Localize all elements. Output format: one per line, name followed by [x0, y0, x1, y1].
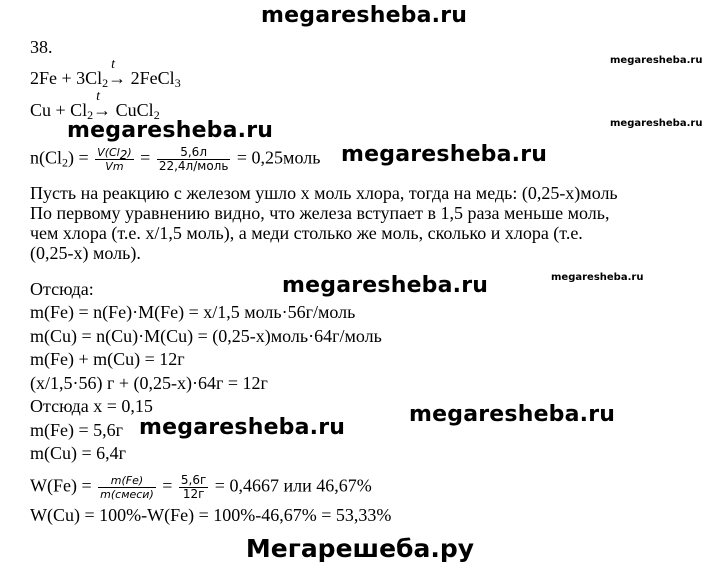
fraction-values: $\frac{5,6л}{\text{22,4л/моль}}$	[158, 145, 229, 173]
text-line: m(Fe) = 5,6г	[30, 420, 124, 440]
reaction-1: $2Fe + 3Cl_2$ t → 2FeCl$_3$	[30, 57, 181, 90]
watermark-small: megaresheba.ru	[610, 118, 703, 129]
fraction-mass-ratio: $\frac{m(Fe)}{\text{m(смеси)}}$	[100, 474, 154, 501]
explanation-paragraph: Пусть на реакцию с железом ушло x моль хлора, тогда на медь: (0,25-x)моль По первому уравнению видно, что железа вступает в 1,5 раза меньше моль, чем хлора (т.е. x/1,5 моль), а меди столько же моль, сколько и хлора (т.е. (0,25-x) моль).	[30, 183, 618, 263]
watermark-small: megaresheba.ru	[551, 272, 644, 283]
footer-watermark: Мегарешеба.ру	[245, 534, 475, 563]
text-line: Отсюда:	[30, 279, 94, 299]
text-line: m(Cu) = 6,4г	[30, 443, 127, 463]
text-line: Отсюда x = 0,15	[30, 396, 153, 416]
text-line: m(Fe) + m(Cu) = 12г	[30, 349, 185, 369]
text-line: m(Fe) = n(Fe)·M(Fe) = x/1,5 моль·56г/моль	[30, 302, 356, 322]
text-line: (x/1,5·56) г + (0,25-x)·64г = 12г	[30, 373, 268, 393]
watermark-top: megaresheba.ru	[261, 3, 468, 28]
fraction-volume-over-vm: $\frac{V(Cl_2)}{Vm}$	[97, 146, 132, 173]
watermark: megaresheba.ru	[282, 273, 489, 298]
watermark: megaresheba.ru	[67, 118, 274, 143]
moles-chlorine-formula: $n(Cl_2)$ = $\frac{V(Cl_2)}{Vm}$ = $\frac{5,6л}{\text{22,4л/моль}}$ = 0,25моль	[30, 145, 321, 173]
mass-fraction-fe-formula: W(Fe) = $\frac{m(Fe)}{\text{m(смеси)}}$ = $\frac{5,6г}{12г}$ = 0,4667 или 46,67%	[30, 473, 372, 501]
watermark: megaresheba.ru	[409, 402, 616, 427]
watermark: megaresheba.ru	[341, 142, 548, 167]
problem-number: 38.	[30, 37, 53, 57]
text-line: W(Cu) = 100%-W(Fe) = 100%-46,67% = 53,33%	[30, 505, 392, 525]
fraction-mass-values: $\frac{5,6г}{12г}$	[180, 473, 207, 501]
text-line: m(Cu) = n(Cu)·M(Cu) = (0,25-x)моль·64г/моль	[30, 326, 382, 346]
watermark-small: megaresheba.ru	[610, 55, 703, 66]
watermark: megaresheba.ru	[139, 415, 346, 440]
reaction-2: $Cu + Cl_2$ t → CuCl$_2$	[30, 89, 160, 122]
